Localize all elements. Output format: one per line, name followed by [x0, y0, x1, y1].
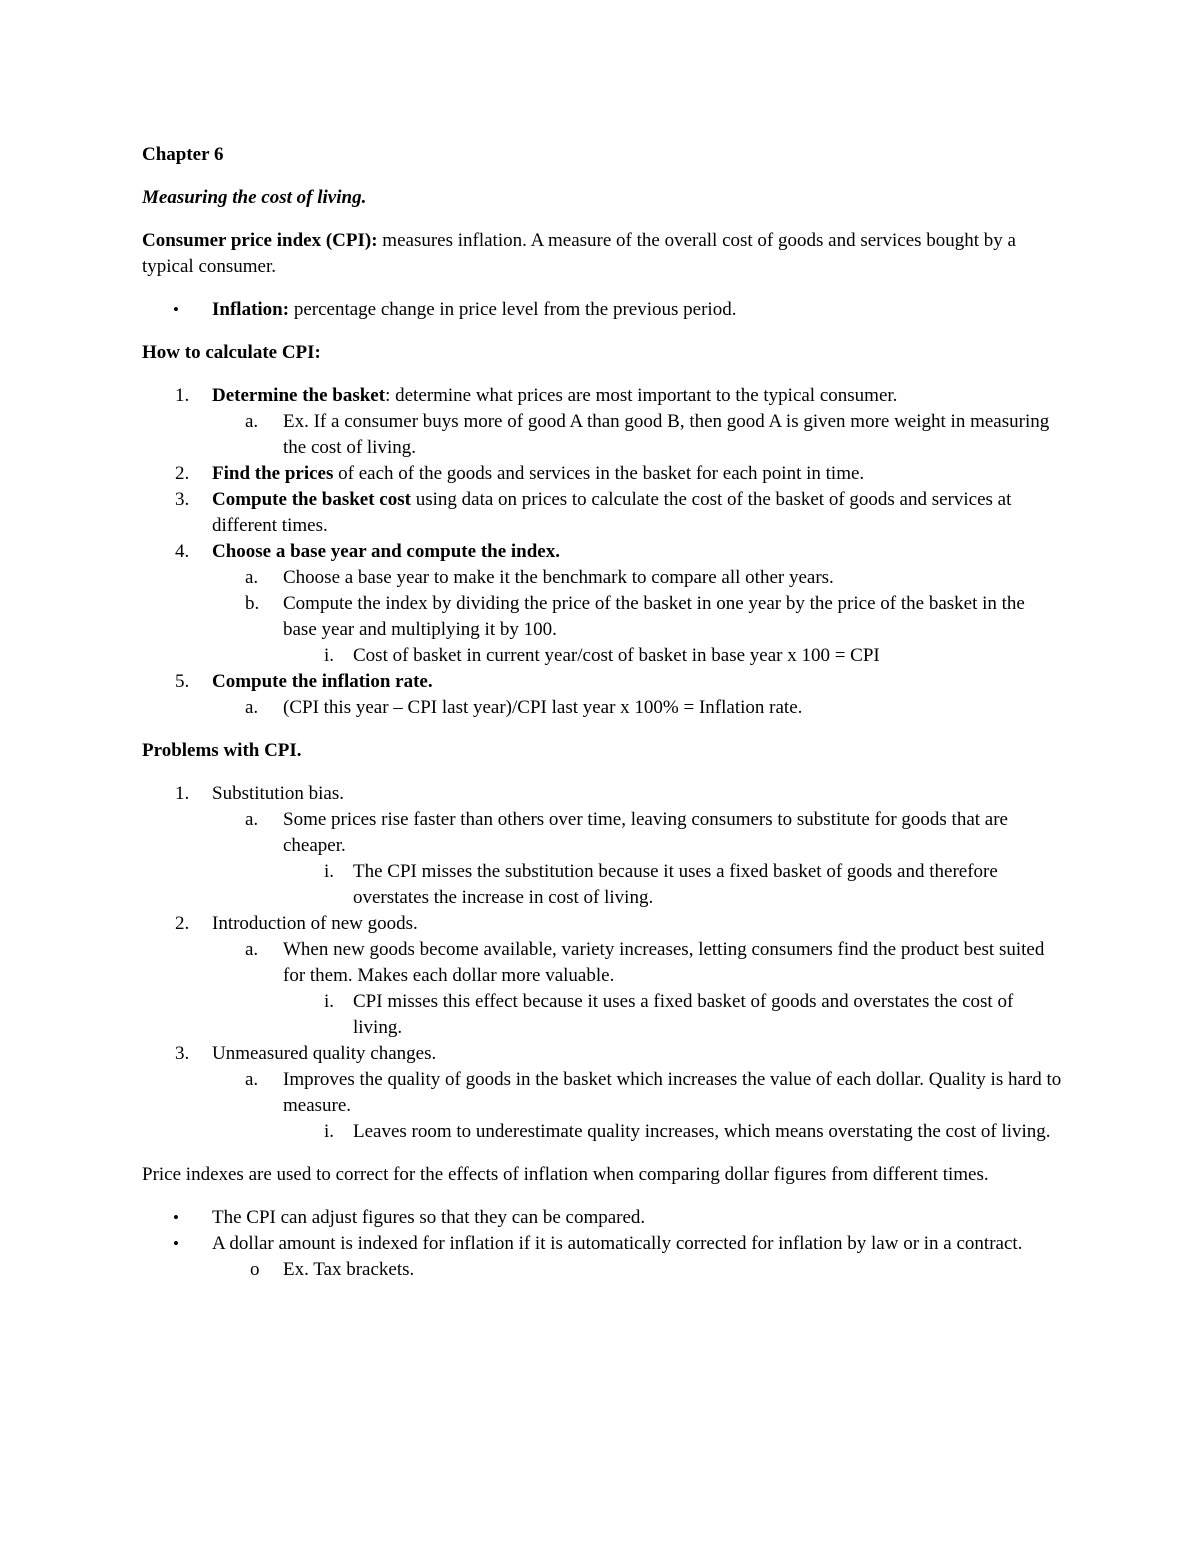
bullet-marker: • [173, 300, 179, 319]
bullet-item: • A dollar amount is indexed for inflation if it is automatically corrected for inflation by law or in a contract. [142, 1231, 1062, 1257]
sub-sub-list-item: i. CPI misses this effect because it uses a fixed basket of goods and overstates the cost of living. [324, 991, 1014, 1038]
bullet-item: • The CPI can adjust figures so that they can be compared. [142, 1205, 1062, 1231]
list-marker: a. [245, 1069, 259, 1090]
sub-list-item: a. Choose a base year to make it the benchmark to compare all other years. [142, 565, 1062, 591]
list-marker: 3. [175, 489, 190, 510]
list-marker: a. [245, 411, 259, 432]
list-marker: i. [324, 991, 335, 1012]
list-marker: i. [324, 1121, 335, 1142]
sub-list-item: a. When new goods become available, variety increases, letting consumers find the product best suited for them. Makes each dollar more valuable. [245, 939, 1045, 986]
sub-sub-list-item: i. Leaves room to underestimate quality increases, which means overstating the cost of living. [142, 1119, 1062, 1145]
price-indexes-bullets [142, 1205, 1062, 1283]
list-marker: 4. [175, 541, 190, 562]
list-marker: 5. [175, 671, 190, 692]
sub-list-item: b. Compute the index by dividing the price of the basket in one year by the price of the basket in the base year and multiplying it by 100. [245, 593, 1025, 640]
list-item: 5. Compute the inflation rate. [142, 669, 1062, 695]
list-marker: a. [245, 809, 259, 830]
inflation-definition [142, 297, 1062, 323]
sub-bullet-item: o Ex. Tax brackets. [142, 1257, 1062, 1283]
list-item: 3. Unmeasured quality changes. [142, 1041, 1062, 1067]
list-marker: 1. [175, 783, 190, 804]
page-subtitle: Measuring the cost of living. [142, 187, 367, 208]
sub-list-item: a. Ex. If a consumer buys more of good A than good B, then good A is given more weight in measuring the cost of living. [245, 411, 1050, 458]
problems-heading: Problems with CPI. [142, 740, 302, 761]
cpi-text: measures inflation. A measure of the overall cost of goods and services bought by a typical consumer. [142, 230, 1016, 277]
list-marker: i. [324, 861, 335, 882]
problems-list [142, 781, 1062, 1145]
list-marker: 2. [175, 913, 190, 934]
bullet-marker: o [250, 1259, 260, 1280]
sub-sub-list-item: i. The CPI misses the substitution because it uses a fixed basket of goods and therefore overstates the increase in cost of living. [324, 861, 998, 908]
list-item: 1. Substitution bias. [142, 781, 1062, 807]
sub-list-item: a. (CPI this year – CPI last year)/CPI last year x 100% = Inflation rate. [142, 695, 1062, 721]
list-marker: 1. [175, 385, 190, 406]
inflation-text: percentage change in price level from the previous period. [289, 299, 737, 320]
list-item: 4. Choose a base year and compute the index. [142, 539, 1062, 565]
inflation-term: Inflation: [212, 299, 290, 320]
how-to-heading: How to calculate CPI: [142, 342, 321, 363]
page-content [142, 142, 1062, 1283]
list-marker: 2. [175, 463, 190, 484]
sub-list-item: a. Some prices rise faster than others over time, leaving consumers to substitute for goods that are cheaper. [245, 809, 1008, 856]
list-marker: a. [245, 939, 259, 960]
list-marker: a. [245, 697, 259, 718]
list-item: 1. Determine the basket: determine what prices are most important to the typical consumer. [142, 383, 1062, 409]
price-indexes-paragraph: Price indexes are used to correct for the effects of inflation when comparing dollar figures from different times. [142, 1164, 989, 1185]
list-marker: 3. [175, 1043, 190, 1064]
cpi-term: Consumer price index (CPI): [142, 230, 378, 251]
bullet-marker: • [173, 1208, 179, 1227]
chapter-title: Chapter 6 [142, 144, 224, 165]
list-item: 3. Compute the basket cost using data on prices to calculate the cost of the basket of goods and services at different times. [175, 489, 1012, 536]
cpi-definition [142, 228, 1062, 280]
list-marker: b. [245, 593, 260, 614]
list-item: 2. Find the prices of each of the goods and services in the basket for each point in time. [142, 461, 1062, 487]
list-marker: a. [245, 567, 259, 588]
list-item: 2. Introduction of new goods. [142, 911, 1062, 937]
sub-sub-list-item: i. Cost of basket in current year/cost of basket in base year x 100 = CPI [142, 643, 1062, 669]
sub-list-item: a. Improves the quality of goods in the basket which increases the value of each dollar. Quality is hard to measure. [245, 1069, 1062, 1116]
list-marker: i. [324, 645, 335, 666]
how-to-steps-list [142, 383, 1062, 721]
bullet-marker: • [173, 1234, 179, 1253]
